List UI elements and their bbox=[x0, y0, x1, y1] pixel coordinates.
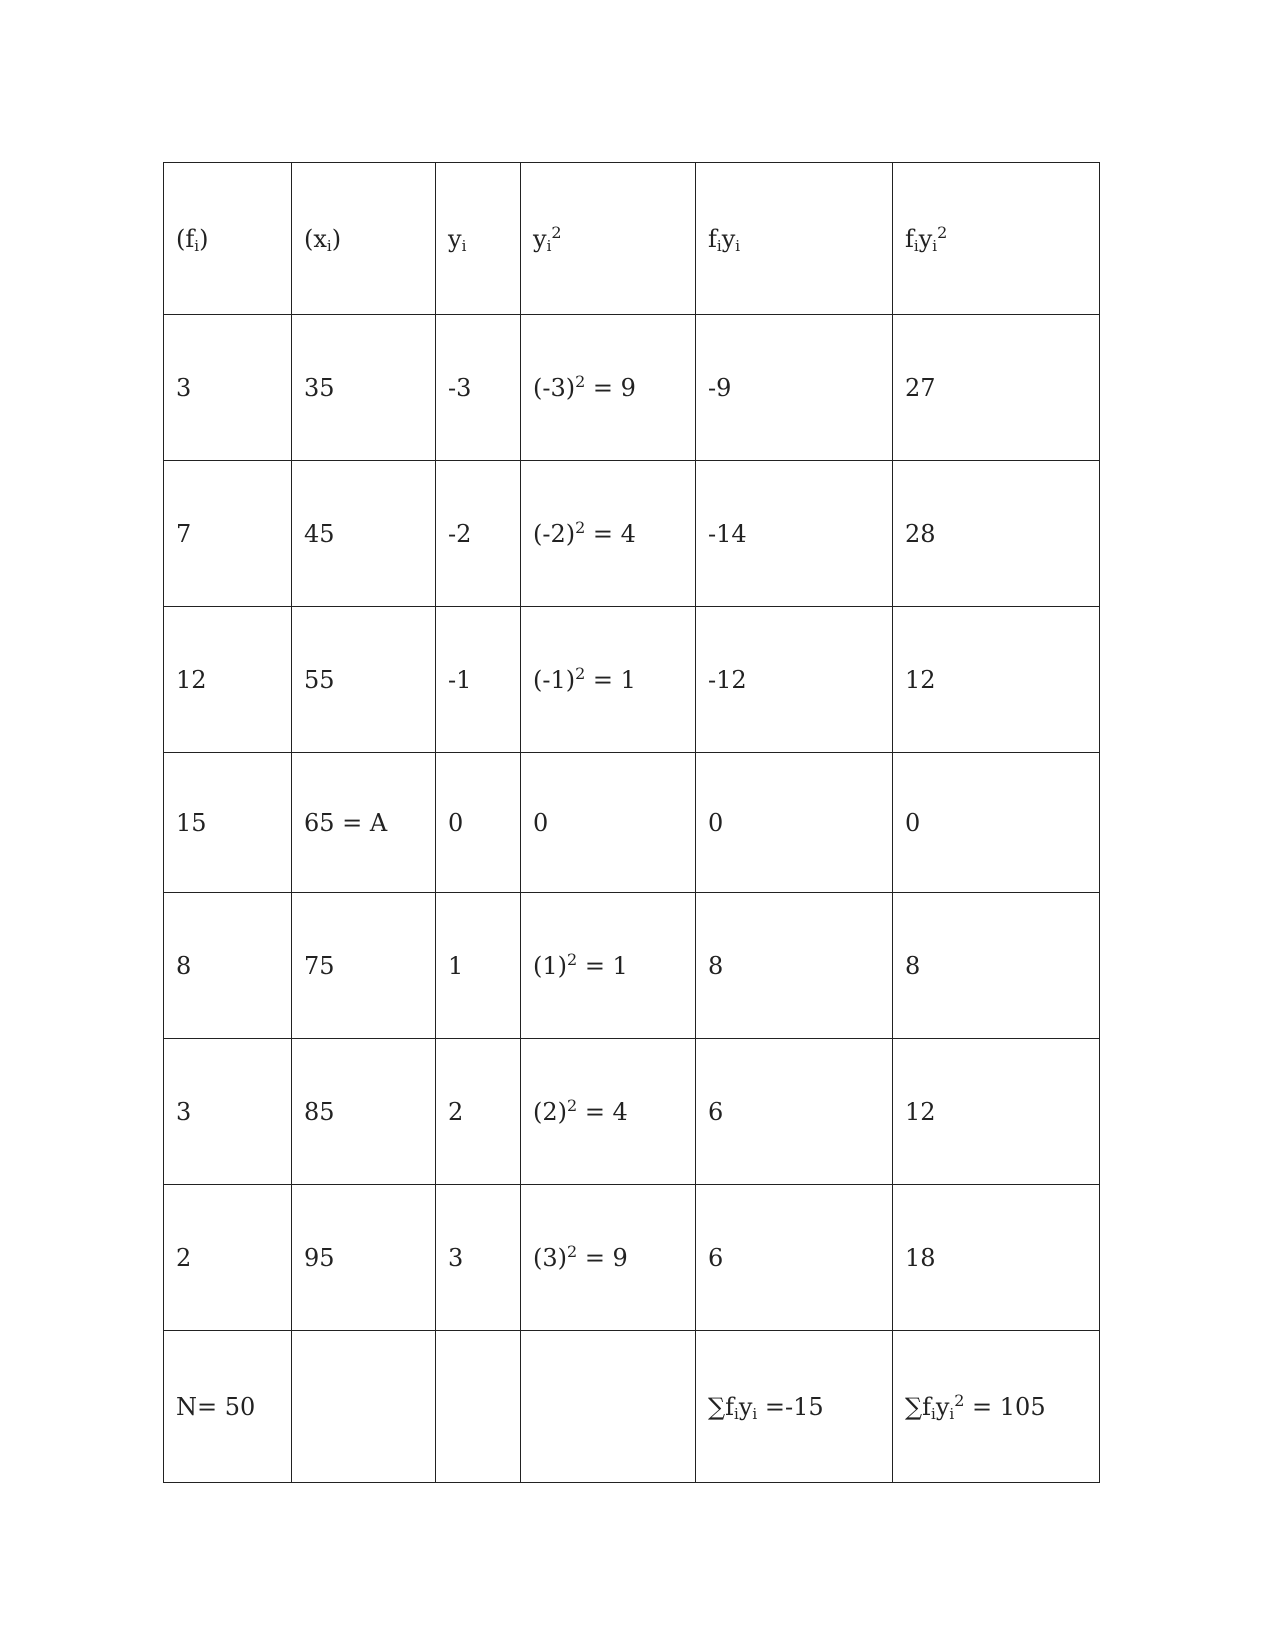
empty-cell bbox=[436, 1331, 521, 1483]
cell-y: 0 bbox=[436, 753, 521, 893]
header-cell-yi-squared: $y_i^2$ bbox=[521, 163, 696, 315]
cell-x: 45 bbox=[292, 461, 436, 607]
cell-y: -1 bbox=[436, 607, 521, 753]
cell-fy: -12 bbox=[696, 607, 893, 753]
header-cell-fiyi: $f_iy_i$ bbox=[696, 163, 893, 315]
sum-fy-cell: $\sum f_iy_i =-15$ bbox=[696, 1331, 893, 1483]
cell-y-squared: $(2)^2 = 4$ bbox=[521, 1039, 696, 1185]
cell-f: 3 bbox=[164, 315, 292, 461]
cell-fy-squared: 0 bbox=[893, 753, 1100, 893]
cell-y-squared: $(1)^2 = 1$ bbox=[521, 893, 696, 1039]
totals-row bbox=[164, 1331, 1100, 1483]
cell-fy-squared: 8 bbox=[893, 893, 1100, 1039]
cell-y: 1 bbox=[436, 893, 521, 1039]
cell-f: 8 bbox=[164, 893, 292, 1039]
cell-f: 12 bbox=[164, 607, 292, 753]
cell-fy-squared: 27 bbox=[893, 315, 1100, 461]
cell-x: 55 bbox=[292, 607, 436, 753]
cell-y-squared: $(3)^2 = 9$ bbox=[521, 1185, 696, 1331]
cell-f: 7 bbox=[164, 461, 292, 607]
cell-fy: 8 bbox=[696, 893, 893, 1039]
cell-x: 75 bbox=[292, 893, 436, 1039]
cell-y-squared: $(-2)^2 = 4$ bbox=[521, 461, 696, 607]
cell-fy: 6 bbox=[696, 1185, 893, 1331]
cell-y: -2 bbox=[436, 461, 521, 607]
cell-fy-squared: 18 bbox=[893, 1185, 1100, 1331]
cell-y: 3 bbox=[436, 1185, 521, 1331]
sum-fy-squared-cell: $\sum f_iy_i^2 = 105$ bbox=[893, 1331, 1100, 1483]
cell-fy: 0 bbox=[696, 753, 893, 893]
table-row bbox=[164, 1039, 1100, 1185]
cell-y: 2 bbox=[436, 1039, 521, 1185]
cell-f: 2 bbox=[164, 1185, 292, 1331]
cell-y-squared: $(-3)^2 = 9$ bbox=[521, 315, 696, 461]
cell-y-squared: $(-1)^2 = 1$ bbox=[521, 607, 696, 753]
table-row bbox=[164, 1185, 1100, 1331]
empty-cell bbox=[521, 1331, 696, 1483]
cell-fy-squared: 28 bbox=[893, 461, 1100, 607]
empty-cell bbox=[292, 1331, 436, 1483]
cell-fy-squared: 12 bbox=[893, 607, 1100, 753]
header-cell-xi: $(x_i)$ bbox=[292, 163, 436, 315]
cell-f: 15 bbox=[164, 753, 292, 893]
table-row bbox=[164, 753, 1100, 893]
total-n-cell: N= 50 bbox=[164, 1331, 292, 1483]
cell-fy: -14 bbox=[696, 461, 893, 607]
cell-y: -3 bbox=[436, 315, 521, 461]
cell-x: 95 bbox=[292, 1185, 436, 1331]
header-cell-fi: $(f_i)$ bbox=[164, 163, 292, 315]
cell-x: 85 bbox=[292, 1039, 436, 1185]
cell-x: 65 = A bbox=[292, 753, 436, 893]
cell-fy: 6 bbox=[696, 1039, 893, 1185]
cell-x: 35 bbox=[292, 315, 436, 461]
table-row bbox=[164, 607, 1100, 753]
header-cell-fiyi-squared: $f_iy_i^2$ bbox=[893, 163, 1100, 315]
cell-fy-squared: 12 bbox=[893, 1039, 1100, 1185]
cell-y-squared: 0 bbox=[521, 753, 696, 893]
table-row bbox=[164, 461, 1100, 607]
table-row bbox=[164, 893, 1100, 1039]
header-row bbox=[164, 163, 1100, 315]
table-row bbox=[164, 315, 1100, 461]
cell-fy: -9 bbox=[696, 315, 893, 461]
header-cell-yi: $y_i$ bbox=[436, 163, 521, 315]
frequency-table bbox=[163, 162, 1100, 1483]
cell-f: 3 bbox=[164, 1039, 292, 1185]
